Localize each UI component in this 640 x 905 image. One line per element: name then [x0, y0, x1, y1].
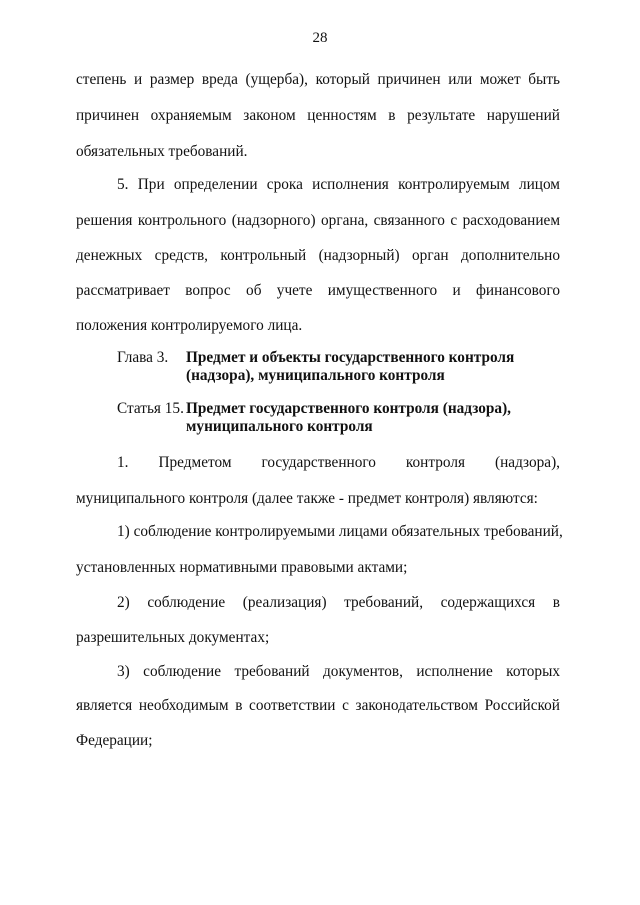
list-item-line: 3) соблюдение требований документов, исполнение которых	[117, 663, 560, 680]
list-item-line: разрешительных документах;	[76, 629, 270, 646]
list-item-line: 1) соблюдение контролируемыми лицами обязательных требований,	[117, 523, 563, 540]
article-title: Предмет государственного контроля (надзора),	[186, 400, 511, 417]
paragraph-line: 5. При определении срока исполнения контролируемым лицом	[117, 176, 560, 193]
paragraph-line: причинен охраняемым законом ценностям в результате нарушений	[76, 107, 560, 124]
paragraph-line: обязательных требований.	[76, 143, 248, 160]
list-item-line: Федерации;	[76, 732, 153, 749]
paragraph-line: денежных средств, контрольный (надзорный) орган дополнительно	[76, 247, 560, 264]
paragraph-line: рассматривает вопрос об учете имущественного и финансового	[76, 282, 560, 299]
paragraph-line: решения контрольного (надзорного) органа, связанного с расходованием	[76, 212, 560, 229]
paragraph-line: муниципального контроля (далее также - предмет контроля) являются:	[76, 490, 538, 507]
paragraph-line: 1. Предметом государственного контроля (надзора),	[117, 454, 560, 471]
list-item-line: является необходимым в соответствии с законодательством Российской	[76, 697, 560, 714]
page-number: 28	[312, 30, 328, 46]
chapter-title: Предмет и объекты государственного контроля	[186, 349, 515, 366]
article-label: Статья 15.	[117, 400, 184, 417]
chapter-label: Глава 3.	[117, 349, 169, 366]
chapter-title: (надзора), муниципального контроля	[186, 367, 445, 384]
article-title: муниципального контроля	[186, 418, 373, 435]
paragraph-line: степень и размер вреда (ущерба), который причинен или может быть	[76, 71, 560, 88]
paragraph-line: положения контролируемого лица.	[76, 317, 303, 334]
list-item-line: 2) соблюдение (реализация) требований, содержащихся в	[117, 594, 560, 611]
list-item-line: установленных нормативными правовыми актами;	[76, 559, 408, 576]
